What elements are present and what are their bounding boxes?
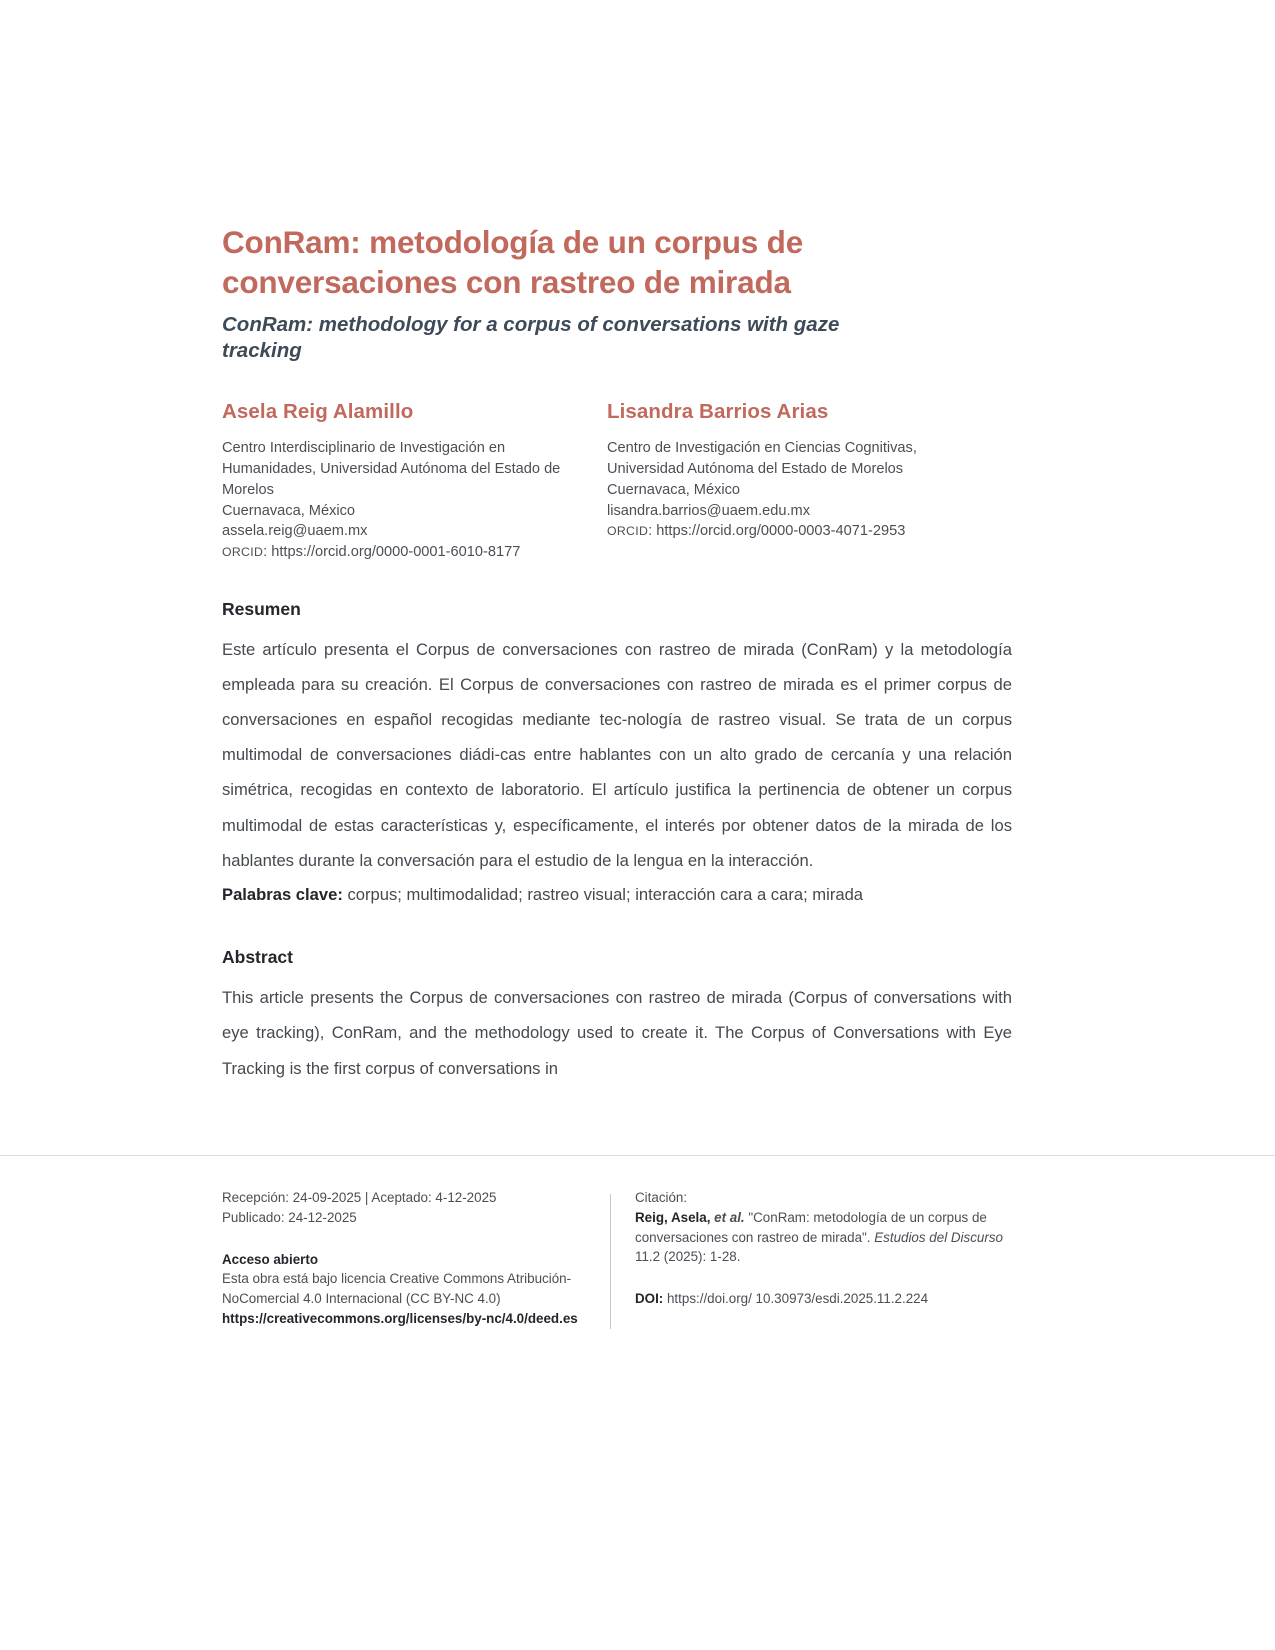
page-title: ConRam: metodología de un corpus de conversaciones con rastreo de mirada [222, 224, 804, 300]
open-access-heading: Acceso abierto [222, 1251, 319, 1267]
orcid-value: : https://orcid.org/0000-0001-6010-8177 [263, 544, 521, 561]
orcid-label: ORCID [607, 524, 649, 539]
abstract-body: This article presents the Corpus de conversaciones con rastreo de mirada (Corpus of conversations with eye tracking), ConRam, and the methodology used to create it. The Corpus of Conversations with Eye Tracking is the first corpus of conversations in [222, 988, 1012, 1078]
citation-etal: et al. [714, 1209, 745, 1225]
resumen-section [222, 599, 1012, 911]
resumen-body: Este artículo presenta el Corpus de conversaciones con rastreo de mirada (ConRam) y la metodología empleada para su creación. El Corpus de conversaciones con rastreo de mirada es el primer corpus de conversaciones en español recogidas mediante tec-nología de rastreo visual. Se trata de un corpus multimodal de conversaciones diádi-cas entre hablantes con un alto grado de cercanía y una relación simétrica, recogidas en contexto de laboratorio. El artículo justifica la pertinencia de obtener un corpus multimodal de estas características y, específicamente, el interés por obtener datos de la mirada de los hablantes durante la conversación para el estudio de la lengua en la interacción. [222, 639, 1012, 870]
author-city: Cuernavaca, México [607, 481, 741, 498]
license-text: Esta obra está bajo licencia Creative Commons Atribución-NoComercial 4.0 Internacional (CC BY-NC 4.0) [222, 1271, 572, 1307]
author-column-2 [607, 400, 992, 562]
citation-label: Citación: [635, 1190, 688, 1205]
author-city: Cuernavaca, México [222, 502, 356, 519]
author-orcid[interactable] [607, 521, 974, 542]
resumen-heading: Resumen [222, 598, 301, 619]
author-block [222, 400, 1012, 562]
article-content [222, 222, 1012, 1086]
keywords-value: corpus; multimodalidad; rastreo visual; interacción cara a cara; mirada [342, 884, 864, 904]
footer-block [222, 1188, 1012, 1329]
keywords-line [222, 878, 1012, 911]
orcid-value: : https://orcid.org/0000-0003-4071-2953 [648, 523, 906, 540]
doi-label: DOI: [635, 1291, 664, 1307]
author-affiliation: Centro Interdisciplinario de Investigación en Humanidades, Universidad Autónoma del Estado de Morelos [222, 440, 565, 498]
abstract-section [222, 947, 1012, 1086]
footer-divider-rule [0, 1155, 1275, 1156]
author-name: Asela Reig Alamillo [222, 400, 414, 424]
open-access-block [222, 1250, 584, 1329]
citation-journal: Estudios del Discurso [874, 1229, 1003, 1245]
publication-dates [222, 1188, 584, 1228]
doi-block [635, 1289, 1012, 1309]
citation-issue: 11.2 (2025): 1-28. [635, 1249, 741, 1265]
citation-block [635, 1188, 1012, 1267]
reception-date: Recepción: 24-09-2025 | Aceptado: 4-12-2025 [222, 1190, 497, 1205]
page-subtitle: ConRam: methodology for a corpus of conversations with gaze tracking [222, 313, 840, 363]
author-column-1 [222, 400, 607, 562]
license-url[interactable]: https://creativecommons.org/licenses/by-nc/4.0/deed.es [222, 1311, 578, 1327]
author-name: Lisandra Barrios Arias [607, 400, 829, 424]
abstract-heading: Abstract [222, 947, 293, 968]
author-email[interactable]: lisandra.barrios@uaem.edu.mx [607, 502, 811, 519]
author-email[interactable]: assela.reig@uaem.mx [222, 523, 368, 540]
citation-authors: Reig, Asela, [635, 1209, 715, 1225]
footer-left-column [222, 1188, 610, 1329]
published-date: Publicado: 24-12-2025 [222, 1209, 357, 1225]
footer-right-column [611, 1188, 1012, 1329]
citation-title: "ConRam: metodología de un corpus de conversaciones con rastreo de mirada". [635, 1209, 987, 1245]
author-affiliation: Centro de Investigación en Ciencias Cognitivas, Universidad Autónoma del Estado de Morelos [607, 440, 921, 478]
keywords-label: Palabras clave: [222, 884, 343, 904]
doi-value[interactable]: https://doi.org/ 10.30973/esdi.2025.11.2.224 [663, 1291, 929, 1307]
author-orcid[interactable] [222, 542, 589, 563]
orcid-label: ORCID [222, 545, 264, 560]
